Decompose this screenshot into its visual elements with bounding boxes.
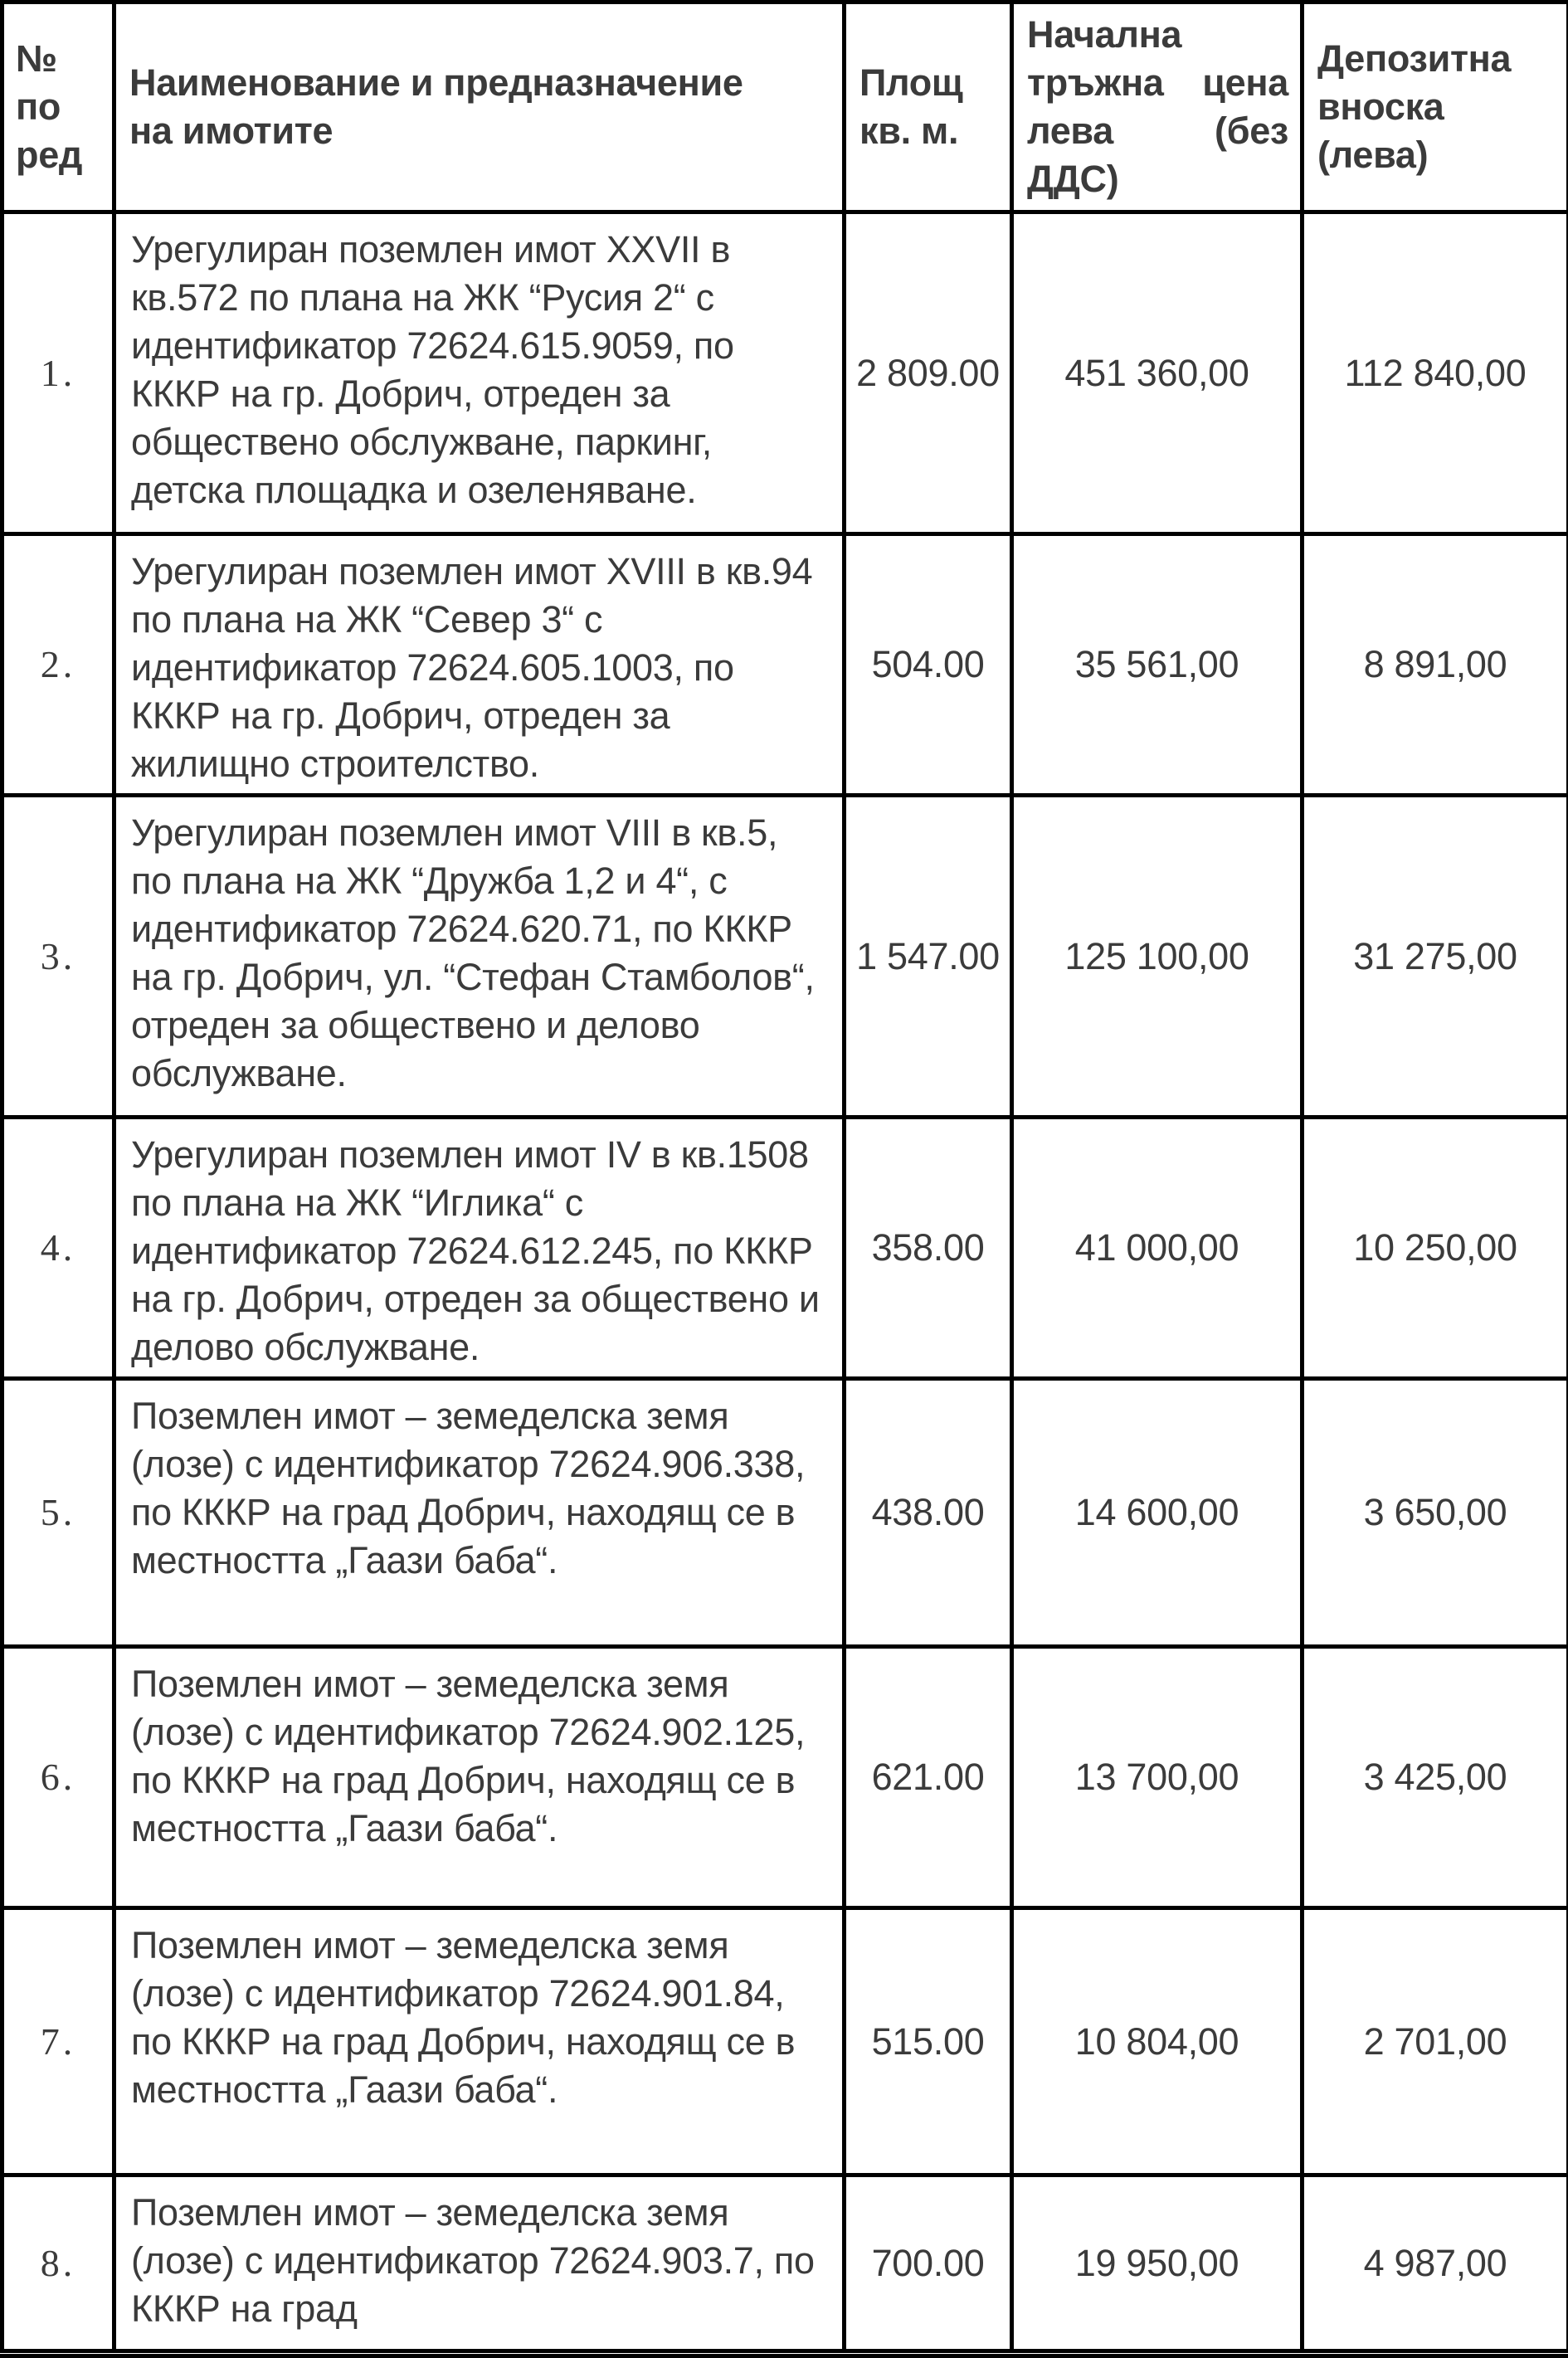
price-cell: 14 600,00 (1012, 1379, 1303, 1647)
row-number-cell: 8. (2, 2175, 114, 2351)
price-cell: 13 700,00 (1012, 1647, 1303, 1908)
table-row (2, 1908, 1568, 2175)
header-description: Наименование и предназначение на имотите (114, 2, 845, 212)
description-cell: Поземлен имот – земеделска земя (лозе) с идентификатор 72624.903.7, по КККР на град (114, 2175, 845, 2351)
row-number-cell: 6. (2, 1647, 114, 1908)
row-number-cell: 3. (2, 796, 114, 1118)
row-number-cell: 5. (2, 1379, 114, 1647)
table-row (2, 1379, 1568, 1647)
price-cell: 35 561,00 (1012, 534, 1303, 796)
row-number-cell: 4. (2, 1118, 114, 1379)
description-cell: Урегулиран поземлен имот XXVII в кв.572 по плана на ЖК “Русия 2“ с идентификатор 72624.615.9059, по КККР на гр. Добрич, отреден за обществено обслужване, паркинг, детска площадка и озеленяване. (114, 212, 845, 534)
deposit-cell: 3 650,00 (1303, 1379, 1568, 1647)
area-cell: 438.00 (845, 1379, 1012, 1647)
row-number-cell: 2. (2, 534, 114, 796)
deposit-cell: 31 275,00 (1303, 796, 1568, 1118)
description-cell: Поземлен имот – земеделска земя (лозе) с идентификатор 72624.906.338, по КККР на град Добрич, находящ се в местността „Гаази баба“. (114, 1379, 845, 1647)
area-cell: 1 547.00 (845, 796, 1012, 1118)
header-area: Площ кв. м. (845, 2, 1012, 212)
area-cell: 621.00 (845, 1647, 1012, 1908)
area-cell: 515.00 (845, 1908, 1012, 2175)
deposit-cell: 112 840,00 (1303, 212, 1568, 534)
header-row-number: № по ред (2, 2, 114, 212)
deposit-cell: 4 987,00 (1303, 2175, 1568, 2351)
area-cell: 700.00 (845, 2175, 1012, 2351)
row-number-cell: 7. (2, 1908, 114, 2175)
price-cell: 451 360,00 (1012, 212, 1303, 534)
table-row (2, 796, 1568, 1118)
price-cell: 41 000,00 (1012, 1118, 1303, 1379)
table-row (2, 1118, 1568, 1379)
price-cell: 125 100,00 (1012, 796, 1303, 1118)
area-cell: 504.00 (845, 534, 1012, 796)
deposit-cell: 2 701,00 (1303, 1908, 1568, 2175)
header-deposit: Депозитна вноска (лева) (1303, 2, 1568, 212)
price-cell: 19 950,00 (1012, 2175, 1303, 2351)
description-cell: Поземлен имот – земеделска земя (лозе) с идентификатор 72624.902.125, по КККР на град Добрич, находящ се в местността „Гаази баба“. (114, 1647, 845, 1908)
header-starting-price: Начална тръжна цена лева (без ДДС) (1012, 2, 1303, 212)
area-cell: 2 809.00 (845, 212, 1012, 534)
table-row (2, 534, 1568, 796)
table-row (2, 212, 1568, 534)
description-cell: Урегулиран поземлен имот IV в кв.1508 по плана на ЖК “Иглика“ с идентификатор 72624.612.245, по КККР на гр. Добрич, отреден за обществено и делово обслужване. (114, 1118, 845, 1379)
row-number-cell: 1. (2, 212, 114, 534)
deposit-cell: 8 891,00 (1303, 534, 1568, 796)
description-cell: Урегулиран поземлен имот XVIII в кв.94 по плана на ЖК “Север 3“ с идентификатор 72624.605.1003, по КККР на гр. Добрич, отреден за жилищно строителство. (114, 534, 845, 796)
deposit-cell: 10 250,00 (1303, 1118, 1568, 1379)
table-row (2, 2175, 1568, 2351)
header-row (2, 2, 1568, 212)
description-cell: Поземлен имот – земеделска земя (лозе) с идентификатор 72624.901.84, по КККР на град Добрич, находящ се в местността „Гаази баба“. (114, 1908, 845, 2175)
deposit-cell: 3 425,00 (1303, 1647, 1568, 1908)
table-row (2, 1647, 1568, 1908)
price-cell: 10 804,00 (1012, 1908, 1303, 2175)
description-cell: Урегулиран поземлен имот VIII в кв.5, по плана на ЖК “Дружба 1,2 и 4“, с идентификатор 72624.620.71, по КККР на гр. Добрич, ул. “Стефан Стамболов“, отреден за обществено и делово обслужване. (114, 796, 845, 1118)
area-cell: 358.00 (845, 1118, 1012, 1379)
